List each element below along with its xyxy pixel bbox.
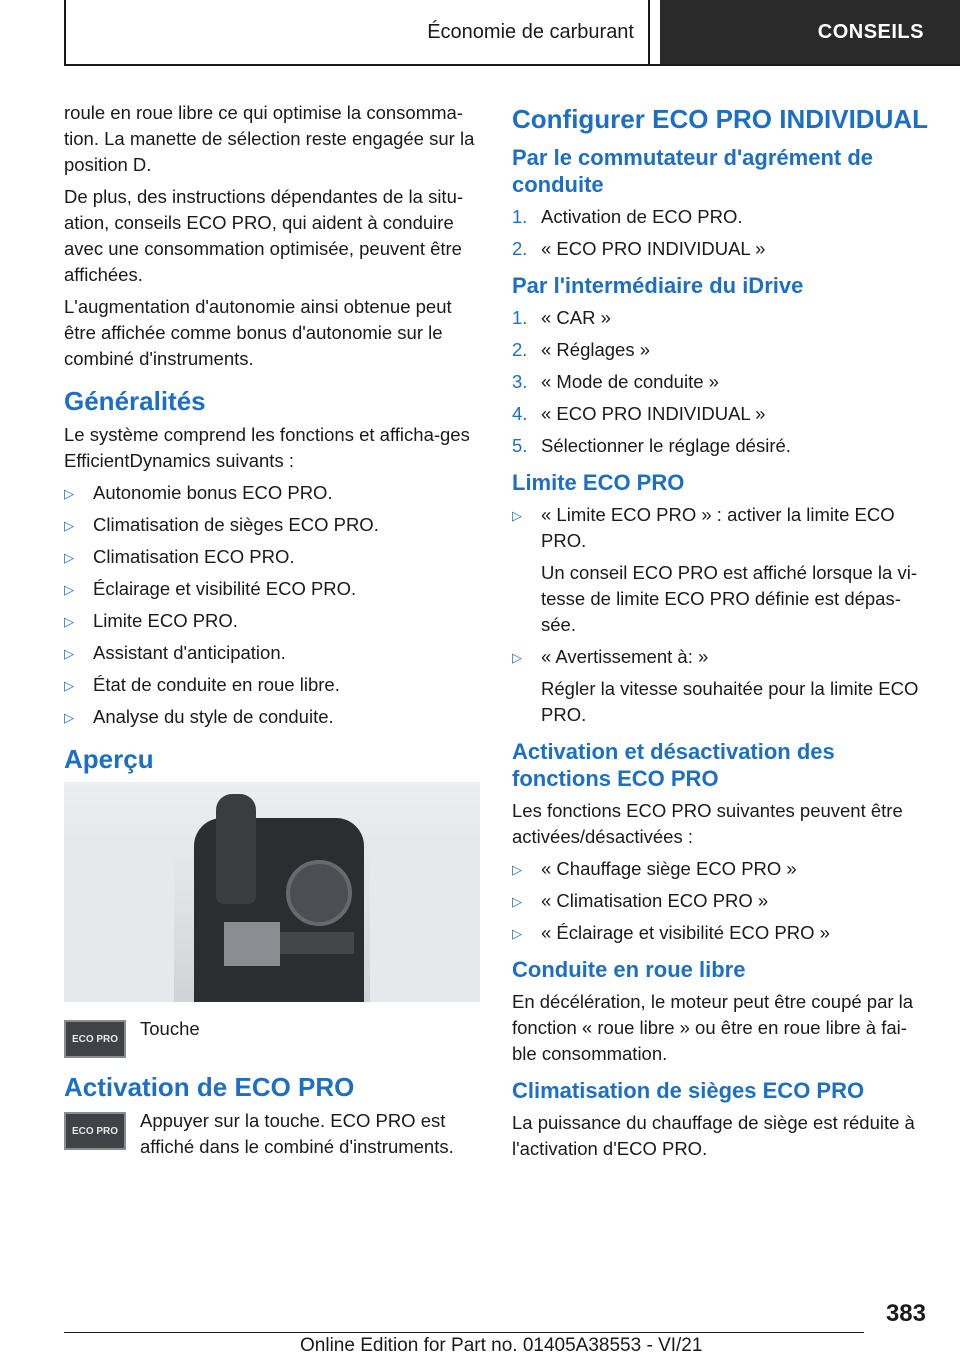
heading-limite: Limite ECO PRO	[512, 470, 685, 495]
sieges-text: La puissance du chauffage de siège est réduite à l'activation d'ECO PRO.	[512, 1112, 915, 1159]
page-number: 383	[885, 1300, 926, 1327]
list-item: 5. Sélectionner le réglage désiré.	[512, 435, 791, 456]
intro-paragraph-1: roule en roue libre ce qui optimise la consomma‐tion. La manette de sélection reste engagée sur la position D.	[64, 102, 475, 175]
triangle-bullet-icon: ▷	[64, 550, 74, 565]
limite-list	[512, 502, 928, 728]
heading-apercu: Aperçu	[64, 744, 154, 774]
triangle-bullet-icon: ▷	[64, 614, 74, 629]
list-item: 2. « ECO PRO INDIVIDUAL »	[512, 238, 766, 259]
list-item: ▷ « Chauffage siège ECO PRO »	[512, 856, 928, 882]
header-rule	[64, 64, 960, 66]
heading-configurer: Configurer ECO PRO INDIVIDUAL	[512, 104, 929, 134]
right-column	[512, 100, 928, 1168]
list-item: 4. « ECO PRO INDIVIDUAL »	[512, 403, 766, 424]
generalites-text: Le système comprend les fonctions et afficha‐ges EfficientDynamics suivants :	[64, 424, 470, 471]
idrive-steps	[512, 305, 928, 459]
list-item: ▷ « Limite ECO PRO » : activer la limite ECO PRO. Un conseil ECO PRO est affiché lorsque la vi‐tesse de limite ECO PRO définie est dépas‐sée.	[512, 504, 917, 635]
triangle-bullet-icon: ▷	[64, 518, 74, 533]
eco-pro-key-icon: ECO PRO	[64, 1112, 126, 1150]
triangle-bullet-icon: ▷	[512, 508, 522, 523]
list-item: 1. « CAR »	[512, 307, 611, 328]
list-item: ▷ « Avertissement à: » Régler la vitesse souhaitée pour la limite ECO PRO.	[512, 646, 919, 725]
footer-rule	[64, 1332, 864, 1333]
roue-libre-text: En décélération, le moteur peut être coupé par la fonction « roue libre » ou être en roue libre à fai‐ble consommation.	[512, 991, 914, 1064]
triangle-bullet-icon: ▷	[512, 862, 522, 877]
list-item: ▷ Assistant d'anticipation.	[64, 640, 480, 666]
list-item: ▷ Éclairage et visibilité ECO PRO.	[64, 576, 480, 602]
intro-paragraph-3: L'augmentation d'autonomie ainsi obtenue peut être affichée comme bonus d'autonomie sur le combiné d'instruments.	[64, 296, 452, 369]
center-console-photo	[64, 782, 480, 1002]
list-item: 2. « Réglages »	[512, 339, 651, 360]
heading-activation-eco-pro: Activation de ECO PRO	[64, 1072, 355, 1102]
triangle-bullet-icon: ▷	[64, 646, 74, 661]
heading-commutateur: Par le commutateur d'agrément de conduite	[512, 145, 874, 197]
triangle-bullet-icon: ▷	[64, 582, 74, 597]
switch-steps	[512, 204, 928, 262]
left-column	[64, 100, 480, 1170]
eco-pro-key-icon: ECO PRO	[64, 1020, 126, 1058]
list-item: ▷ Autonomie bonus ECO PRO.	[64, 480, 480, 506]
triangle-bullet-icon: ▷	[512, 926, 522, 941]
triangle-bullet-icon: ▷	[64, 710, 74, 725]
key-legend	[64, 1016, 480, 1058]
header-section-title: Économie de carburant	[427, 20, 634, 43]
key-legend-label: Touche	[140, 1018, 200, 1039]
generalites-list	[64, 480, 480, 730]
list-item: ▷ « Climatisation ECO PRO »	[512, 888, 928, 914]
heading-sieges: Climatisation de sièges ECO PRO	[512, 1078, 865, 1103]
activation-fonctions-text: Les fonctions ECO PRO suivantes peuvent être activées/désactivées :	[512, 800, 903, 847]
gear-selector-icon	[216, 794, 256, 904]
activation-instruction	[64, 1108, 480, 1160]
heading-generalites: Généralités	[64, 386, 206, 416]
list-item: ▷ État de conduite en roue libre.	[64, 672, 480, 698]
header-frame-divider	[648, 0, 650, 66]
list-item: 3. « Mode de conduite »	[512, 371, 719, 392]
list-item: 1. Activation de ECO PRO.	[512, 206, 743, 227]
activation-fonctions-list	[512, 856, 928, 946]
list-item: ▷ Limite ECO PRO.	[64, 608, 480, 634]
heading-roue-libre: Conduite en roue libre	[512, 957, 746, 982]
triangle-bullet-icon: ▷	[512, 650, 522, 665]
list-item: ▷ Analyse du style de conduite.	[64, 704, 480, 730]
heading-idrive: Par l'intermédiaire du iDrive	[512, 273, 804, 298]
intro-paragraph-2: De plus, des instructions dépendantes de la situ‐ation, conseils ECO PRO, qui aident à conduire avec une consommation optimisée, peuvent être affichées.	[64, 186, 464, 285]
idrive-controller-icon	[286, 860, 352, 926]
footer-edition: Online Edition for Part no. 01405A38553 - VI/21	[300, 1335, 703, 1356]
activation-text: Appuyer sur la touche. ECO PRO est affiché dans le combiné d'instruments.	[140, 1110, 454, 1157]
triangle-bullet-icon: ▷	[512, 894, 522, 909]
triangle-bullet-icon: ▷	[64, 486, 74, 501]
header-chapter-tab: CONSEILS	[660, 0, 960, 64]
list-item: ▷ Climatisation ECO PRO.	[64, 544, 480, 570]
list-item: ▷ Climatisation de sièges ECO PRO.	[64, 512, 480, 538]
heading-activation-fonctions: Activation et désactivation des fonctions ECO PRO	[512, 739, 835, 791]
list-item: ▷ « Éclairage et visibilité ECO PRO »	[512, 920, 928, 946]
triangle-bullet-icon: ▷	[64, 678, 74, 693]
